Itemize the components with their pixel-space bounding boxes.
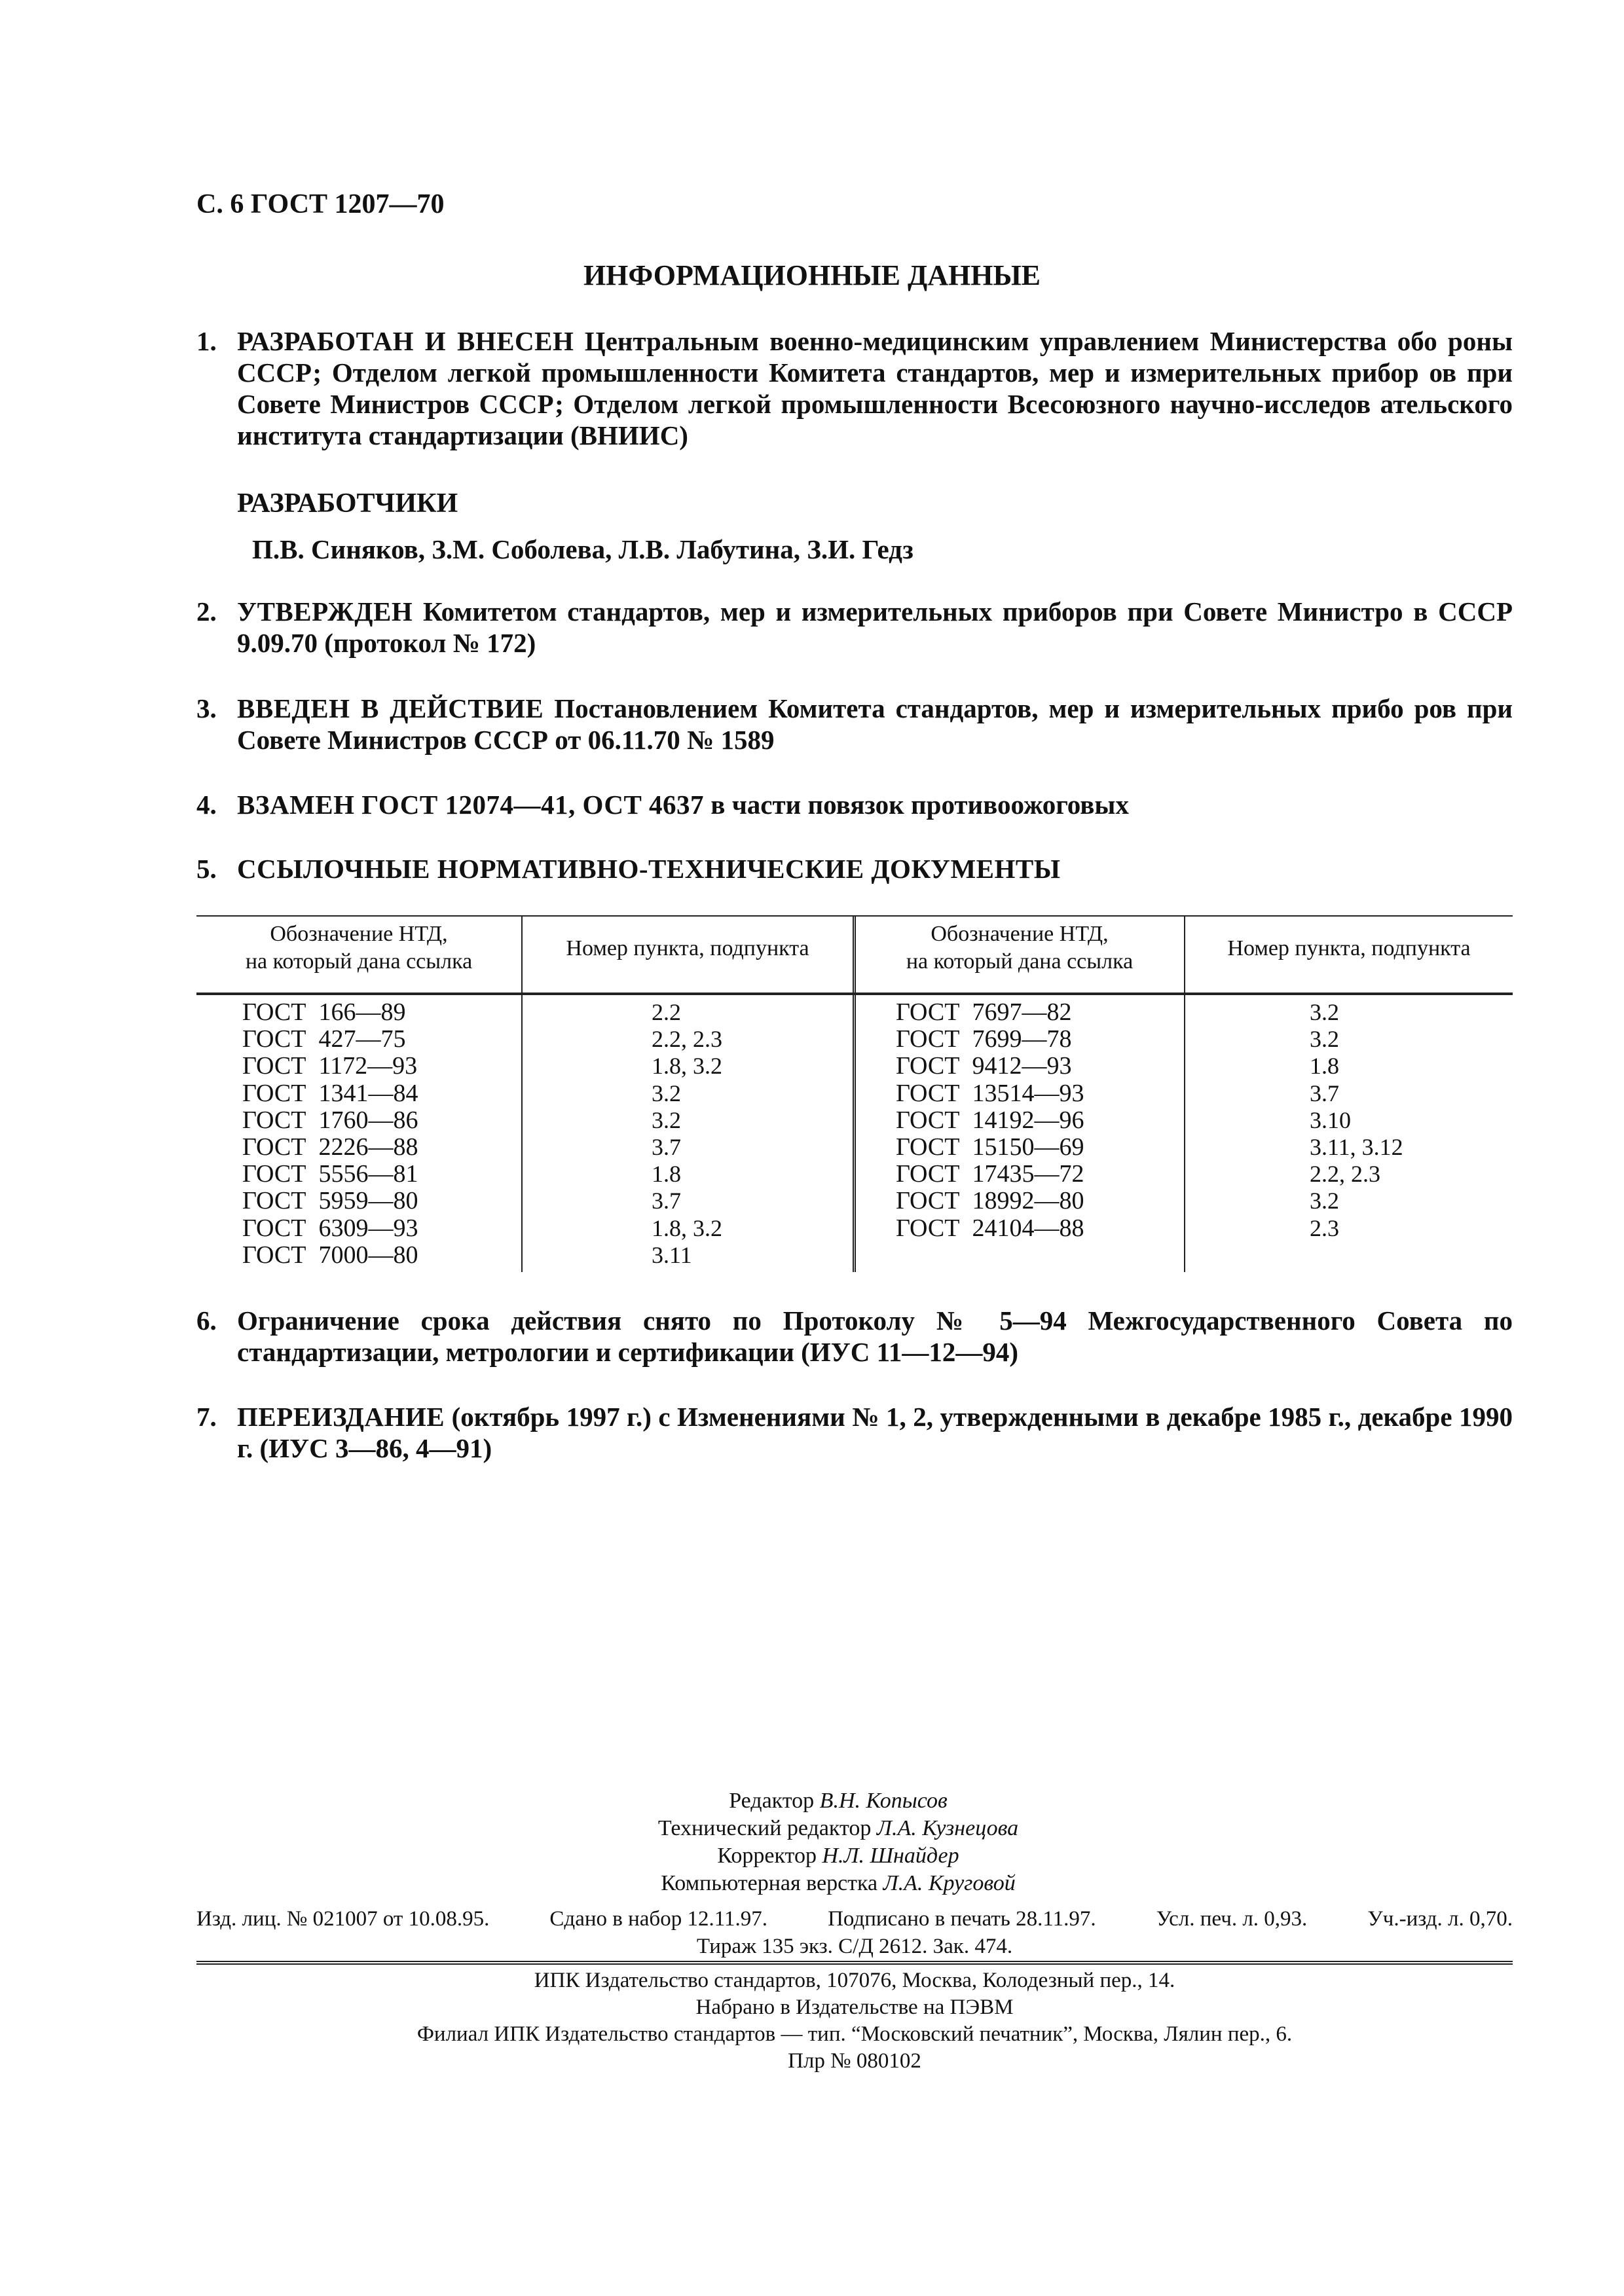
publisher-block <box>196 1967 1513 2075</box>
developers-heading: РАЗРАБОТЧИКИ <box>237 488 458 519</box>
header-clause-left: Номер пункта, подпункта <box>566 936 809 960</box>
item-number: 5. <box>196 854 217 884</box>
right-clause-column <box>1310 999 1506 1242</box>
item-text: в части повязок противоожоговых <box>704 790 1129 820</box>
table-cell-doc: ГОСТ 6309—93 <box>242 1214 418 1242</box>
item-lead: ВВЕДЕН В ДЕЙСТВИЕ <box>237 693 544 723</box>
page-title: ИНФОРМАЦИОННЫЕ ДАННЫЕ <box>583 259 1041 291</box>
item-lead: ВЗАМЕН ГОСТ 12074—41, ОСТ 4637 <box>237 790 705 820</box>
header-doc-left: Обозначение НТД, на который дана ссылка <box>245 922 473 974</box>
table-cell-doc: ГОСТ 7000—80 <box>242 1241 418 1269</box>
item-lead: ССЫЛОЧНЫЕ НОРМАТИВНО-ТЕХНИЧЕСКИЕ ДОКУМЕНТЫ <box>237 854 1061 884</box>
table-cell-doc: ГОСТ 5556—81 <box>242 1160 418 1188</box>
item-body <box>237 1305 1513 1368</box>
imprint-pub-sheets: Уч.-изд. л. 0,70. <box>1367 1907 1513 1931</box>
imprint-block <box>196 1905 1513 1960</box>
imprint-signed: Подписано в печать 28.11.97. <box>828 1907 1096 1931</box>
editor-role: Технический редактор <box>657 1816 872 1840</box>
table-cell-clause: 1.8 <box>652 1161 681 1188</box>
table-cell-clause: 2.2, 2.3 <box>652 1026 722 1053</box>
editor-name: Л.А. Кузнецова <box>876 1816 1019 1840</box>
table-cell-clause: 3.2 <box>652 1080 681 1106</box>
info-item-4 <box>196 789 1513 820</box>
editors-block <box>589 1787 1087 1897</box>
table-cell-clause: 3.7 <box>1310 1080 1339 1106</box>
item-number: 1. <box>196 326 217 356</box>
table-cell-doc: ГОСТ 17435—72 <box>896 1160 1084 1188</box>
item-body <box>237 596 1513 659</box>
editor-line <box>589 1787 1087 1815</box>
table-cell-clause: 2.3 <box>1310 1214 1339 1241</box>
item-text: Постановлением Комитета стандартов, мер и измерительных прибо ров при Совете Министров СССР от 06.11.70 № 1589 <box>237 693 1513 755</box>
table-cell-doc: ГОСТ 5959—80 <box>242 1187 418 1215</box>
imprint-circulation: Тираж 135 экз. С/Д 2612. Зак. 474. <box>696 1935 1013 1958</box>
header-clause-right: Номер пункта, подпункта <box>1227 936 1471 960</box>
info-item-6 <box>196 1305 1513 1368</box>
item-text: Комитетом стандартов, мер и измерительных приборов при Совете Министро в СССР 9.09.70 (протокол № 172) <box>237 596 1513 658</box>
table-cell-doc: ГОСТ 1341—84 <box>242 1079 418 1107</box>
publisher-line: Филиал ИПК Издательство стандартов — тип. “Московский печатник”, Москва, Лялин пер., 6. <box>416 2022 1293 2046</box>
table-cell-clause: 3.10 <box>1310 1106 1351 1133</box>
header-doc-right: Обозначение НТД, на который дана ссылка <box>906 922 1134 974</box>
publisher-line: ИПК Издательство стандартов, 107076, Москва, Колодезный пер., 14. <box>534 1969 1175 1992</box>
table-cell-clause: 1.8, 3.2 <box>652 1053 722 1080</box>
table-cell-doc: ГОСТ 15150—69 <box>896 1133 1084 1161</box>
item-body <box>237 853 1513 884</box>
table-cell-doc: ГОСТ 9412—93 <box>896 1052 1072 1080</box>
imprint-license: Изд. лиц. № 021007 от 10.08.95. <box>196 1907 490 1931</box>
left-doc-column <box>242 999 517 1269</box>
right-doc-column <box>896 999 1177 1242</box>
item-body <box>237 325 1513 451</box>
table-cell-clause: 3.2 <box>652 1106 681 1133</box>
table-cell-doc: ГОСТ 7699—78 <box>896 1025 1072 1053</box>
table-cell-clause: 2.2 <box>652 999 681 1025</box>
editor-role: Компьютерная верстка <box>661 1871 878 1895</box>
editor-role: Корректор <box>717 1844 817 1868</box>
table-cell-doc: ГОСТ 14192—96 <box>896 1106 1084 1134</box>
table-cell-doc: ГОСТ 1760—86 <box>242 1106 418 1134</box>
footer-rule <box>196 1961 1513 1965</box>
table-cell-doc: ГОСТ 2226—88 <box>242 1133 418 1161</box>
editor-name: Н.Л. Шнайдер <box>822 1844 959 1868</box>
publisher-line: Набрано в Издательстве на ПЭВМ <box>695 1995 1014 2019</box>
table-cell-doc: ГОСТ 166—89 <box>242 998 406 1026</box>
developers-list: П.В. Синяков, З.М. Соболева, Л.В. Лабутина, З.И. Гедз <box>252 534 913 564</box>
left-clause-column <box>652 999 848 1269</box>
table-cell-clause: 3.11, 3.12 <box>1310 1133 1403 1160</box>
imprint-typeset: Сдано в набор 12.11.97. <box>549 1907 767 1931</box>
table-cell-clause: 3.7 <box>652 1133 681 1160</box>
table-cell-doc: ГОСТ 13514—93 <box>896 1079 1084 1107</box>
info-item-3 <box>196 693 1513 756</box>
table-cell-doc: ГОСТ 18992—80 <box>896 1187 1084 1215</box>
info-item-7 <box>196 1401 1513 1464</box>
info-item-2 <box>196 596 1513 659</box>
editor-name: В.Н. Копысов <box>819 1789 948 1813</box>
item-lead: ПЕРЕИЗДАНИЕ <box>237 1402 445 1432</box>
item-number: 4. <box>196 790 217 820</box>
editor-role: Редактор <box>729 1789 815 1813</box>
item-text: Ограничение срока действия снято по Протоколу № 5—94 Межгосударственного Совета по стандартизации, метрологии и сертификации (ИУС 11—12—94) <box>237 1305 1513 1367</box>
item-number: 3. <box>196 693 217 723</box>
table-cell-doc: ГОСТ 427—75 <box>242 1025 406 1053</box>
item-number: 7. <box>196 1402 217 1432</box>
info-item-1 <box>196 325 1513 451</box>
table-cell-clause: 3.2 <box>1310 1188 1339 1214</box>
item-text: (октябрь 1997 г.) с Изменениями № 1, 2, утвержденными в декабре 1985 г., декабре 1990 г. (ИУС 3—86, 4—91) <box>237 1402 1513 1463</box>
table-cell-clause: 1.8 <box>1310 1053 1339 1080</box>
table-divider <box>521 915 523 1272</box>
table-cell-clause: 3.7 <box>652 1188 681 1214</box>
editor-line <box>589 1870 1087 1897</box>
item-number: 6. <box>196 1305 217 1336</box>
table-cell-doc: ГОСТ 7697—82 <box>896 998 1072 1026</box>
editor-line <box>589 1842 1087 1870</box>
table-cell-clause: 3.2 <box>1310 999 1339 1025</box>
info-item-5 <box>196 853 1513 884</box>
item-lead: УТВЕРЖДЕН <box>237 596 413 627</box>
item-body <box>237 1401 1513 1464</box>
table-cell-doc: ГОСТ 1172—93 <box>242 1052 418 1080</box>
page-header: С. 6 ГОСТ 1207—70 <box>196 189 445 219</box>
imprint-print-sheets: Усл. печ. л. 0,93. <box>1156 1907 1308 1931</box>
editor-line <box>589 1815 1087 1842</box>
item-body <box>237 693 1513 756</box>
publisher-line: Плр № 080102 <box>788 2049 921 2073</box>
table-cell-clause: 3.2 <box>1310 1026 1339 1053</box>
editor-name: Л.А. Круговой <box>883 1871 1016 1895</box>
table-cell-clause: 2.2, 2.3 <box>1310 1161 1380 1188</box>
table-divider <box>1184 915 1185 1272</box>
item-text: Центральным военно-медицинским управлением Министерства обо роны СССР; Отделом легкой промышленности Комитета стандартов, мер и измерительных прибор ов при Совете Министров СССР; Отделом легкой промышленности Всесоюзного научно-исследов ательского института стандартизации (ВНИИС) <box>237 326 1513 450</box>
item-body <box>237 789 1513 820</box>
table-cell-doc: ГОСТ 24104—88 <box>896 1214 1084 1242</box>
table-cell-clause: 1.8, 3.2 <box>652 1214 722 1241</box>
item-lead: РАЗРАБОТАН И ВНЕСЕН <box>237 326 574 356</box>
table-cell-clause: 3.11 <box>652 1241 692 1268</box>
imprint-line <box>196 1905 1513 1933</box>
item-number: 2. <box>196 596 217 627</box>
